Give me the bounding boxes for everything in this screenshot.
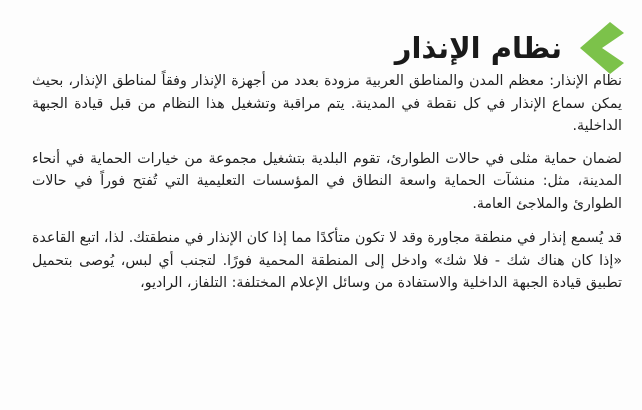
chevron-left-icon xyxy=(576,20,626,76)
page-title: نظام الإنذار xyxy=(394,31,562,65)
section-header xyxy=(395,20,626,76)
paragraph-protection-options: لضمان حماية مثلى في حالات الطوارئ، تقوم البلدية بتشغيل مجموعة من خيارات الحماية في أنحاء المدينة، مثل: منشآت الحماية واسعة النطاق في المؤسسات التعليمية التي تُفتح فوراً في حالات الطوارئ والملاجئ العامة. xyxy=(32,150,622,212)
paragraph-nearby-alarm: قد يُسمع إنذار في منطقة مجاورة وقد لا تكون متأكدًا مما إذا كان الإنذار في منطقتك. لذا، اتبع القاعدة «إذا كان هناك شك - فلا شك» وادخل إلى المنطقة المحمية فورًا. لتجنب أي لبس، يُوصى بتحميل تطبيق قيادة الجبهة الداخلية والاستفادة من وسائل الإعلام المختلفة: التلفاز، الراديو، xyxy=(32,230,622,291)
paragraph-siren-system: نظام الإنذار: معظم المدن والمناطق العربية مزودة بعدد من أجهزة الإنذار وفقاً لمناطق الإنذار، بحيث يمكن سماع الإنذار في كل نقطة في المدينة. يتم مراقبة وتشغيل هذا النظام من قبل قيادة الجبهة الداخلية. xyxy=(32,73,622,134)
body-text xyxy=(32,70,622,307)
